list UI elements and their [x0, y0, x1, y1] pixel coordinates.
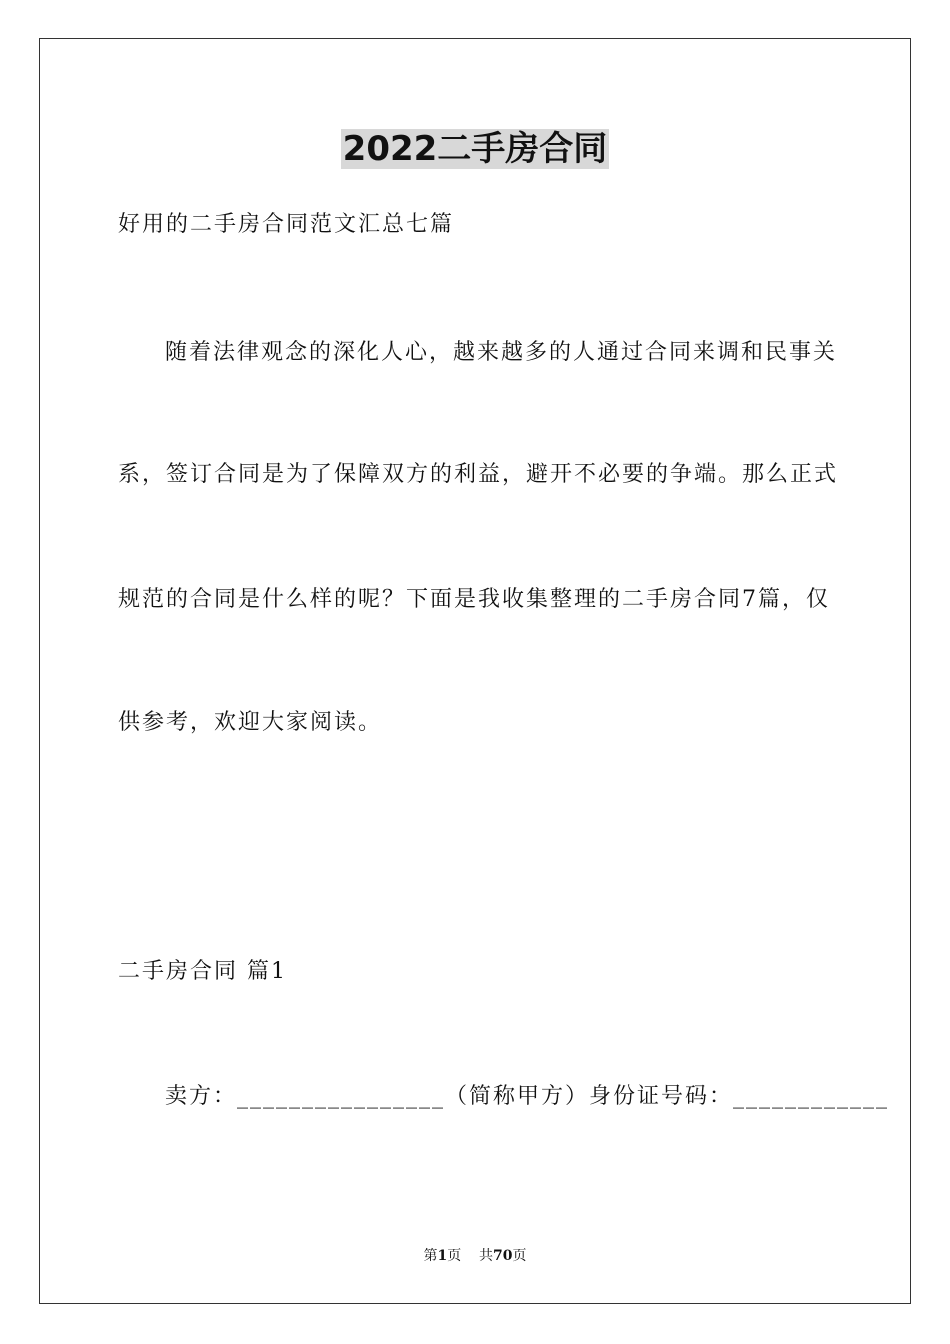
document-subtitle: 好用的二手房合同范文汇总七篇 [118, 212, 455, 237]
seller-line: 卖方：________________（简称甲方）身份证号码：____________ [165, 1084, 890, 1109]
intro-line-4: 供参考，欢迎大家阅读。 [118, 710, 383, 735]
total-suffix: 页 [512, 1248, 527, 1264]
section-heading: 二手房合同 篇1 [118, 959, 287, 984]
intro-line-1: 随着法律观念的深化人心，越来越多的人通过合同来调和民事关 [165, 340, 838, 365]
total-prefix: 共 [479, 1248, 494, 1264]
page-prefix: 第 [423, 1248, 438, 1264]
page-footer [0, 1246, 950, 1266]
intro-line-2: 系，签订合同是为了保障双方的利益，避开不必要的争端。那么正式 [118, 462, 839, 487]
intro-line-3: 规范的合同是什么样的呢？下面是我收集整理的二手房合同7篇，仅 [118, 587, 830, 612]
page-suffix: 页 [447, 1248, 462, 1264]
document-title [0, 126, 950, 172]
page-number: 1 [437, 1248, 448, 1264]
document-title-text: 2022二手房合同 [342, 129, 608, 169]
total-pages: 70 [493, 1248, 513, 1264]
